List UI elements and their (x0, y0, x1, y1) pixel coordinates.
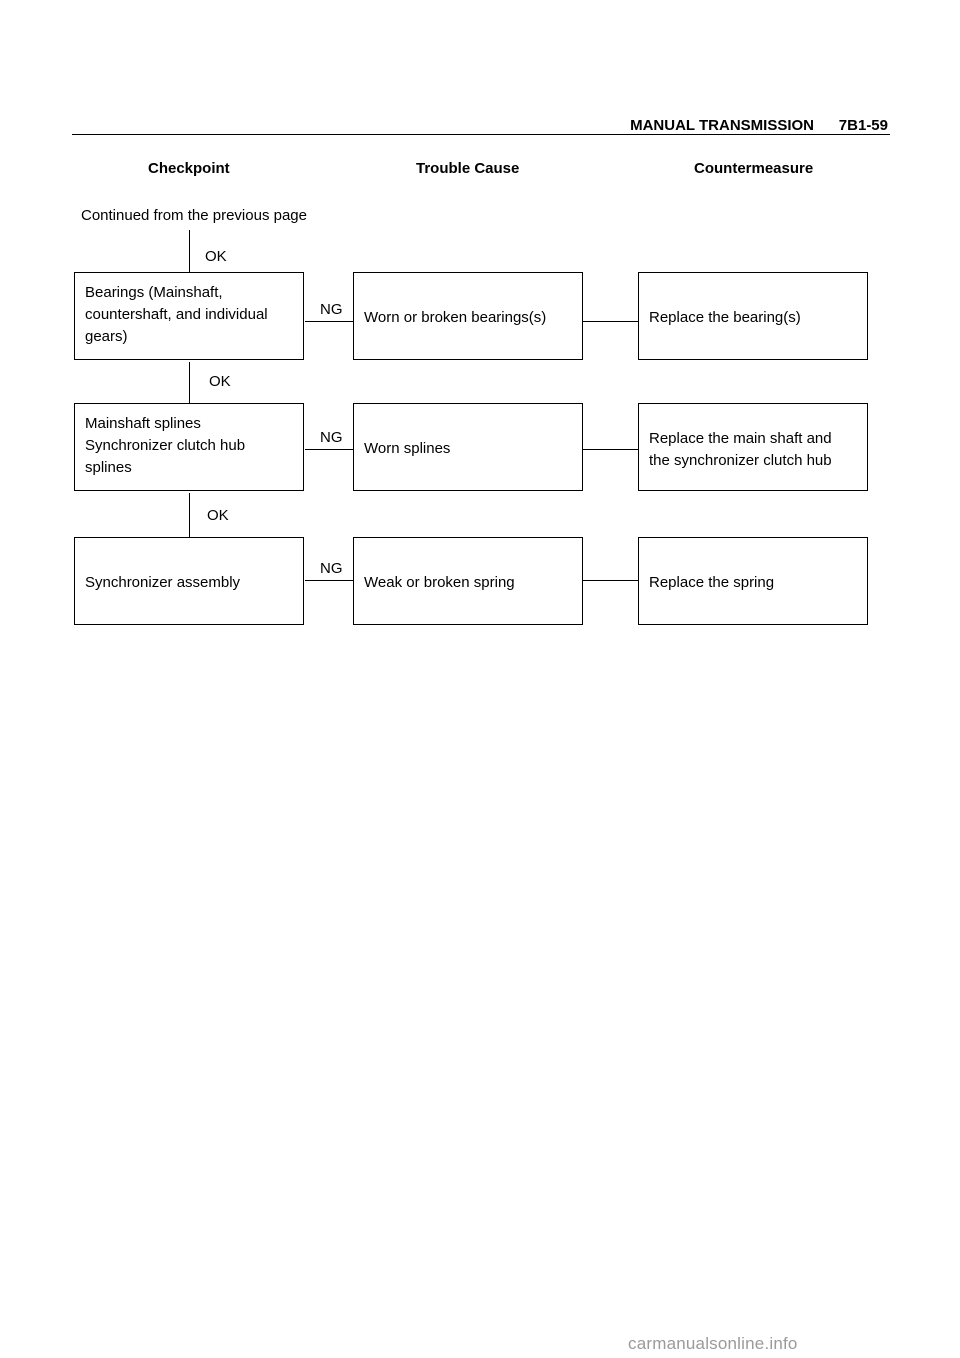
trouble-cause-text: Weak or broken spring (364, 574, 515, 591)
ng-connector-line (305, 321, 353, 322)
countermeasure-line: the synchronizer clutch hub (649, 452, 832, 469)
cause-connector-line (583, 321, 638, 322)
trouble-cause-box (353, 403, 583, 491)
checkpoint-line: Synchronizer assembly (85, 574, 241, 591)
checkpoint-line: gears) (85, 328, 128, 345)
ok-label: OK (205, 248, 227, 265)
column-heading-checkpoint: Checkpoint (148, 160, 230, 177)
ng-label: NG (320, 560, 343, 577)
countermeasure-box (638, 403, 868, 491)
column-heading-trouble-cause: Trouble Cause (416, 160, 520, 177)
ok-label: OK (209, 373, 231, 390)
watermark: carmanualsonline.info (628, 1334, 798, 1353)
countermeasure-box (638, 272, 868, 360)
trouble-cause-text: Worn or broken bearings(s) (364, 309, 547, 326)
page-header (72, 114, 890, 135)
checkpoint-line: splines (85, 459, 132, 476)
ng-connector-line (305, 580, 353, 581)
countermeasure-line: Replace the bearing(s) (649, 309, 801, 326)
ok-connector-line (189, 493, 190, 537)
ng-label: NG (320, 301, 343, 318)
ok-connector-line (189, 362, 190, 403)
countermeasure-line: Replace the spring (649, 574, 775, 591)
cause-connector-line (583, 580, 638, 581)
checkpoint-box (74, 272, 304, 360)
trouble-cause-text: Worn splines (364, 440, 451, 457)
checkpoint-box (74, 537, 304, 625)
continued-note: Continued from the previous page (81, 207, 307, 224)
column-heading-countermeasure: Countermeasure (694, 160, 814, 177)
ng-label: NG (320, 429, 343, 446)
ok-label: OK (207, 507, 229, 524)
countermeasure-line: Replace the main shaft and (649, 430, 832, 447)
countermeasure-box (638, 537, 868, 625)
trouble-cause-box (353, 537, 583, 625)
page-number: 7B1-59 (838, 117, 888, 134)
checkpoint-box (74, 403, 304, 491)
ok-connector-line (189, 230, 190, 272)
section-title: MANUAL TRANSMISSION (630, 117, 814, 134)
checkpoint-line: Mainshaft splines (85, 415, 201, 432)
trouble-cause-box (353, 272, 583, 360)
checkpoint-line: countershaft, and individual (85, 306, 268, 323)
checkpoint-line: Bearings (Mainshaft, (85, 284, 223, 301)
cause-connector-line (583, 449, 638, 450)
checkpoint-line: Synchronizer clutch hub (85, 437, 246, 454)
ng-connector-line (305, 449, 353, 450)
